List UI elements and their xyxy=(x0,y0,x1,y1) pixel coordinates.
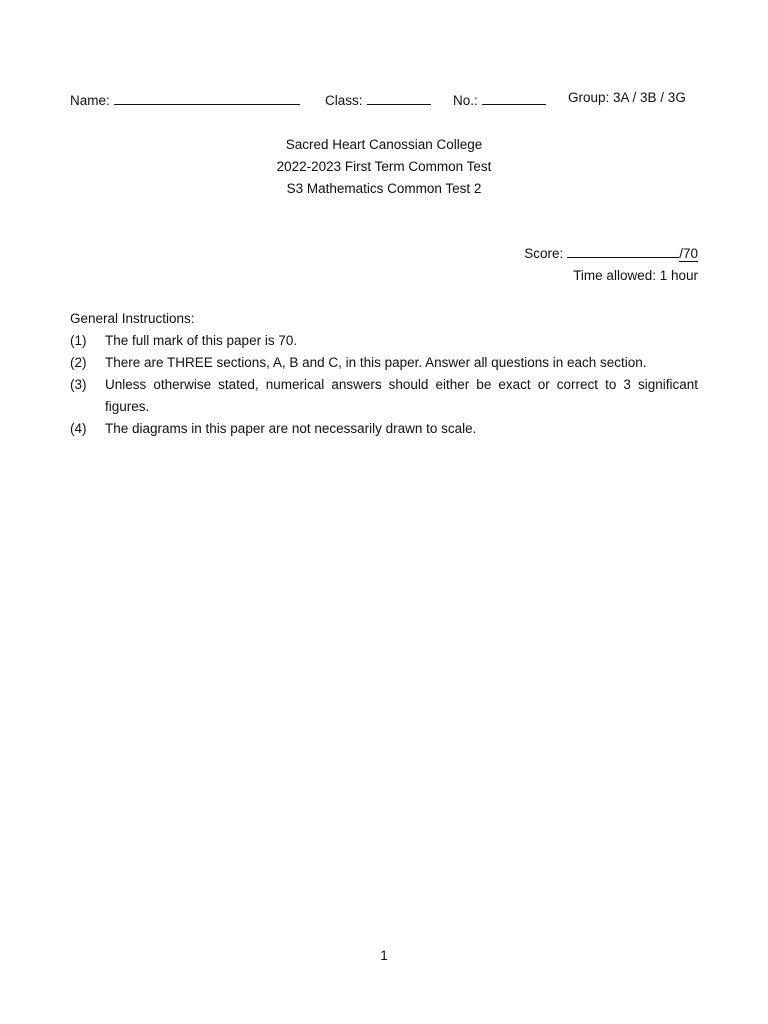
no-label: No.: xyxy=(453,93,478,108)
class-field xyxy=(325,90,431,108)
name-label: Name: xyxy=(70,93,110,108)
score-label: Score: xyxy=(524,246,564,261)
instruction-text: The full mark of this paper is 70. xyxy=(105,333,298,348)
group-field xyxy=(568,90,686,105)
instruction-number: (2) xyxy=(70,355,87,370)
student-info-row xyxy=(70,90,700,110)
name-field xyxy=(70,90,300,108)
group-text: Group: 3A / 3B / 3G xyxy=(568,90,686,105)
instruction-item xyxy=(70,374,698,418)
page-number: 1 xyxy=(380,948,388,963)
title-block xyxy=(0,134,768,200)
instruction-number: (4) xyxy=(70,421,87,436)
score-line xyxy=(524,243,698,265)
instruction-item xyxy=(70,418,698,440)
no-field xyxy=(453,90,546,108)
score-block xyxy=(524,243,698,287)
score-total: /70 xyxy=(679,246,698,261)
instruction-number: (3) xyxy=(70,377,87,392)
no-blank xyxy=(482,90,546,105)
time-allowed: Time allowed: 1 hour xyxy=(573,268,698,283)
score-blank xyxy=(567,243,679,258)
class-label: Class: xyxy=(325,93,363,108)
subject-name: S3 Mathematics Common Test 2 xyxy=(286,181,482,196)
class-blank xyxy=(367,90,431,105)
name-blank xyxy=(114,90,300,105)
school-name: Sacred Heart Canossian College xyxy=(285,137,483,152)
instruction-text: Unless otherwise stated, numerical answers should either be exact or correct to 3 significant figures. xyxy=(105,377,698,414)
general-instructions xyxy=(70,308,698,440)
instruction-item xyxy=(70,330,698,352)
exam-name: 2022-2023 First Term Common Test xyxy=(276,159,492,174)
instructions-heading: General Instructions: xyxy=(70,311,195,326)
instruction-text: The diagrams in this paper are not necessarily drawn to scale. xyxy=(105,421,477,436)
instruction-number: (1) xyxy=(70,333,87,348)
instruction-text: There are THREE sections, A, B and C, in this paper. Answer all questions in each section. xyxy=(105,355,647,370)
instruction-item xyxy=(70,352,698,374)
